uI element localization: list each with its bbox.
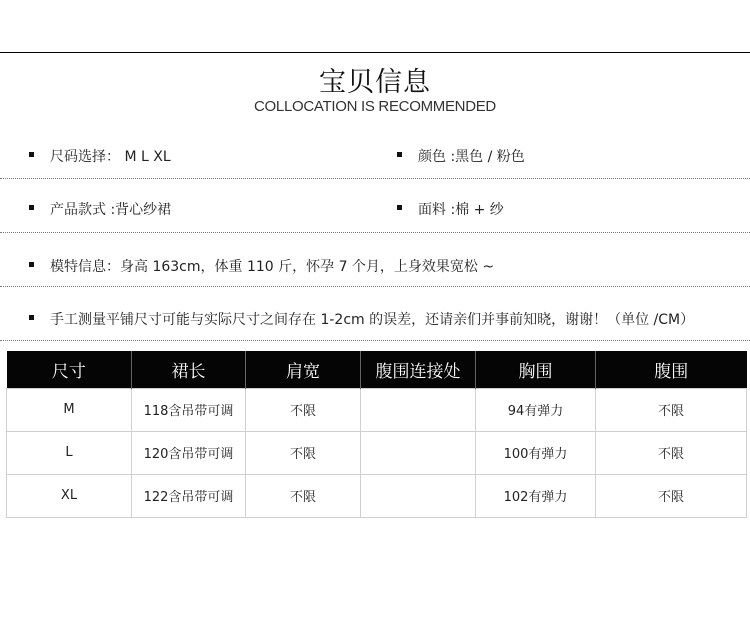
page-subtitle: COLLOCATION IS RECOMMENDED — [254, 98, 496, 115]
cell-belly-joint — [361, 431, 476, 474]
cell-length: 122含吊带可调 — [132, 474, 246, 517]
cell-belly-joint — [361, 474, 476, 517]
table-row — [7, 431, 747, 474]
size-table — [6, 351, 747, 518]
cell-length: 120含吊带可调 — [132, 431, 246, 474]
dotted-divider — [0, 232, 750, 233]
header-bust: 胸围 — [476, 351, 596, 388]
table-row — [7, 388, 747, 431]
header-shoulder: 肩宽 — [246, 351, 361, 388]
size-select-item — [29, 146, 171, 166]
bullet-icon — [397, 205, 402, 210]
note-text: 手工测量平铺尺寸可能与实际尺寸之间存在 1-2cm 的误差，还请亲们并事前知晓，谢谢！（单位 /CM） — [50, 312, 695, 328]
bullet-icon — [397, 152, 402, 157]
style-item — [29, 199, 171, 219]
style-text: 产品款式 :背心纱裙 — [50, 202, 172, 218]
cell-bust: 100有弹力 — [476, 431, 596, 474]
dotted-divider — [0, 178, 750, 179]
dotted-divider — [0, 340, 750, 341]
cell-size: XL — [7, 474, 132, 517]
cell-shoulder: 不限 — [246, 431, 361, 474]
cell-belly-joint — [361, 388, 476, 431]
bullet-icon — [29, 315, 34, 320]
table-row — [7, 474, 747, 517]
model-text: 模特信息：身高 163cm，体重 110 斤，怀孕 7 个月，上身效果宽松 ~ — [50, 259, 495, 275]
fabric-text: 面料 :棉 + 纱 — [418, 202, 504, 218]
header-length: 裙长 — [132, 351, 246, 388]
note-item — [29, 309, 694, 329]
bullet-icon — [29, 152, 34, 157]
cell-size: M — [7, 388, 132, 431]
cell-length: 118含吊带可调 — [132, 388, 246, 431]
bullet-icon — [29, 262, 34, 267]
cell-shoulder: 不限 — [246, 474, 361, 517]
color-item — [397, 146, 525, 166]
bullet-icon — [29, 205, 34, 210]
dotted-divider — [0, 286, 750, 287]
cell-belly: 不限 — [596, 431, 747, 474]
cell-belly: 不限 — [596, 388, 747, 431]
page-title: 宝贝信息 — [319, 67, 431, 98]
top-divider — [0, 52, 750, 53]
size-select-text: 尺码选择： M L XL — [50, 149, 171, 165]
cell-bust: 102有弹力 — [476, 474, 596, 517]
header-size: 尺寸 — [7, 351, 132, 388]
header-belly-joint: 腹围连接处 — [361, 351, 476, 388]
cell-shoulder: 不限 — [246, 388, 361, 431]
color-text: 颜色 :黑色 / 粉色 — [418, 149, 525, 165]
cell-size: L — [7, 431, 132, 474]
table-header-row — [7, 351, 747, 388]
cell-bust: 94有弹力 — [476, 388, 596, 431]
fabric-item — [397, 199, 504, 219]
header-belly: 腹围 — [596, 351, 747, 388]
model-item — [29, 256, 494, 276]
cell-belly: 不限 — [596, 474, 747, 517]
